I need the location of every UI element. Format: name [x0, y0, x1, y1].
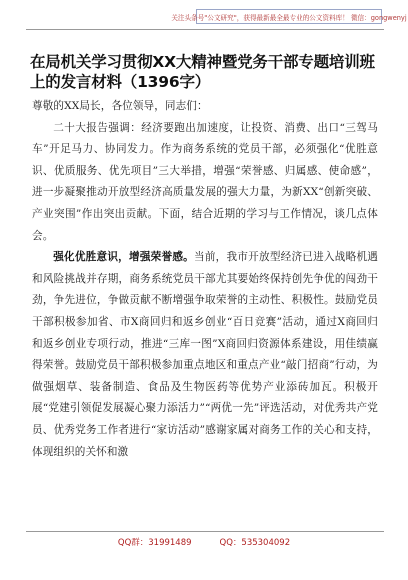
promo-banner [171, 9, 407, 24]
banner-text: 关注头条号"公文研究"，获得最新最全最专业的公文资料库！ 微信：gongwenyj [171, 13, 407, 22]
footer-qq: QQ：535304092 [219, 538, 291, 548]
document-title: 在局机关学习贯彻XX大精神暨党务干部专题培训班上的发言材料（1396字） [30, 53, 375, 91]
footer-qq-group: QQ群：31991489 [117, 538, 192, 548]
document-body [32, 96, 378, 463]
footer [0, 536, 408, 548]
salutation: 尊敬的XX局长，各位领导，同志们： [32, 100, 208, 112]
paragraph-2-text: 当前，我市开放型经济已进入战略机遇和风险挑战并存期，商务系统党员干部尤其要始终保持创先争优的闯劲干劲，争先进位，争做贡献不断增强争取荣誉的主动性、积极性。鼓励党员干部积极参加省、市X商回归和返乡创业“百日竞赛”活动，通过X商回归和返乡创业专项行动，推进“三库一图”X商回归资源体系建设，用佳绩赢得荣誉。鼓励党员干部积极参加重点地区和重点产业“敲门招商”行动，为做强烟草、装备制造、食品及生物医药等优势产业添砖加瓦。积极开展“党建引领促发展凝心聚力添活力”“两优一先”评选活动，对优秀共产党员、优秀党务工作者进行“家访活动”感谢家属对商务工作的关心和支持，体现组织的关怀和激 [32, 251, 378, 458]
section-heading: 强化优胜意识，增强荣誉感。 [53, 251, 194, 264]
header-divider [26, 29, 384, 30]
paragraph-2 [32, 247, 378, 463]
paragraph-1: 二十大报告强调：经济要跑出加速度，让投资、消费、出口“三驾马车”开足马力、协同发力。作为商务系统的党员干部，必须强化“优胜意识、优质服务、优先项目”三大举措，增强“荣誉感、归属感、使命感”，进一步凝聚推动开放型经济高质量发展的强大力量，为新XX“创新突破、产业突围”作出突出贡献。下面，结合近期的学习与工作情况，谈几点体会。 [32, 121, 378, 242]
footer-divider [26, 531, 384, 532]
